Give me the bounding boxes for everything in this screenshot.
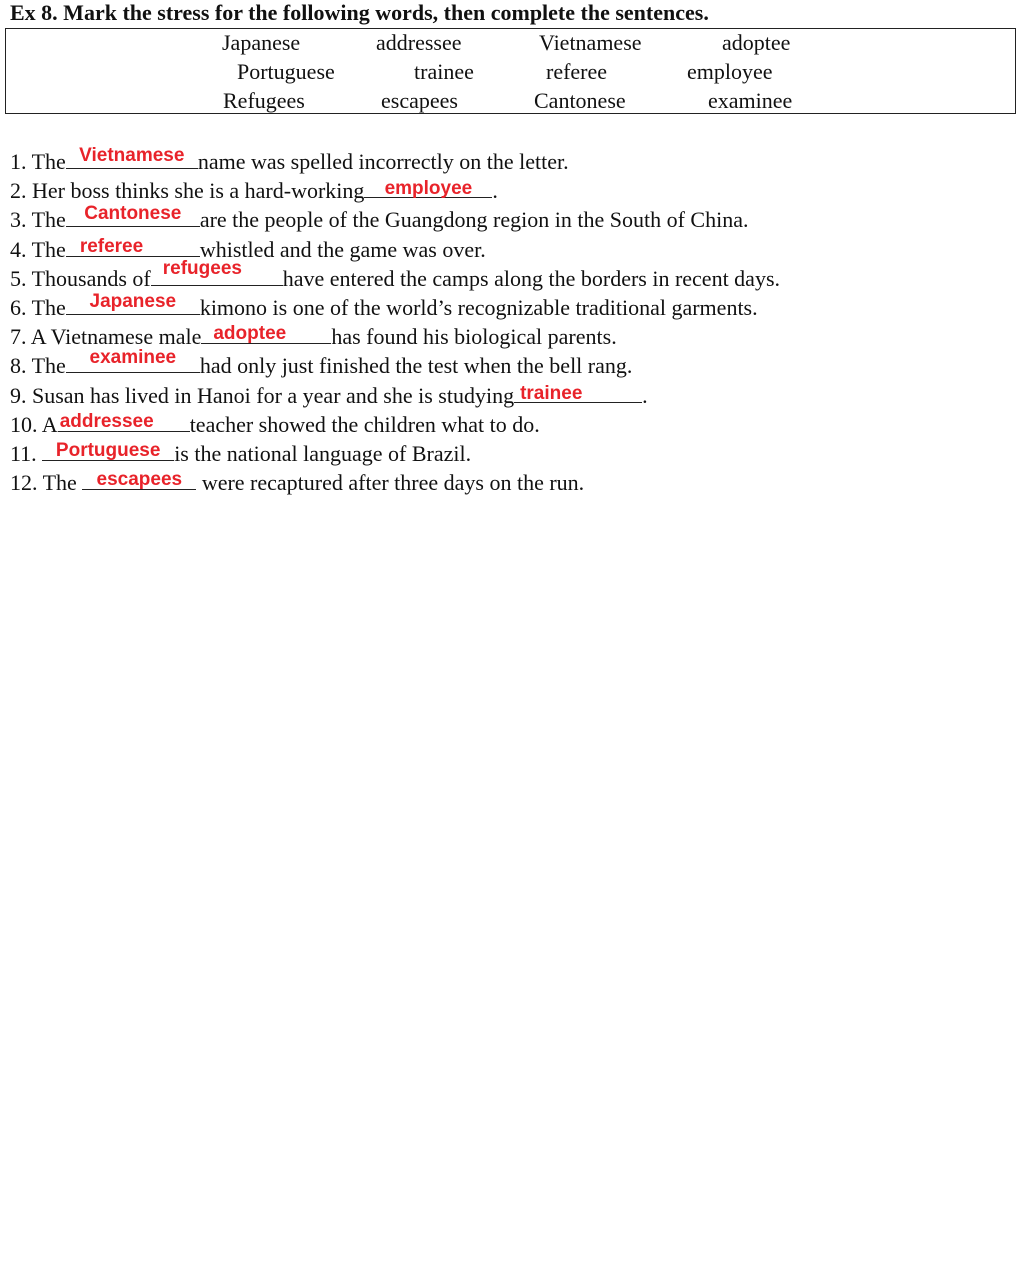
answer-blank[interactable] [66,292,200,315]
word-cantonese: Cantonese [534,88,626,113]
sentence-after: name was spelled incorrectly on the letter. [197,149,569,174]
answer-blank[interactable] [42,438,174,461]
answer-text: referee [79,235,144,257]
answer-text: Vietnamese [79,145,185,166]
sentence-before: Her boss thinks she is a hard-working [32,178,365,204]
answer-blank[interactable] [66,146,198,169]
word-referee: referee [546,59,608,84]
answer-blank[interactable] [66,234,200,257]
sentence-row [10,321,1010,350]
answer-blank[interactable] [66,204,200,227]
sentence-row [10,409,1010,438]
sentence-number: 10. [10,411,38,437]
answer-text: examinee [89,347,177,369]
sentence-row [10,347,1010,379]
answer-text: escapees [96,469,183,491]
answer-text: refugees [162,257,242,279]
sentence-before: The [31,353,66,379]
answer-blank[interactable] [201,321,331,344]
sentence-after: have entered the camps along the borders in recent days. [282,265,781,291]
sentence-number: 1. [10,149,27,174]
sentence-list [10,146,1010,496]
sentence-row [10,175,1010,204]
sentence-after: . [642,382,648,408]
word-escapees: escapees [381,88,458,113]
word-box [5,28,1016,114]
word-japanese: Japanese [222,30,301,55]
answer-text: Japanese [89,290,177,312]
answer-text: adoptee [213,323,287,345]
word-vietnamese: Vietnamese [539,30,642,55]
sentence-number: 7. [10,324,27,350]
sentence-number: 5. [10,265,27,291]
sentence-row [10,204,1010,233]
sentence-number: 11. [10,440,37,466]
sentence-before: Thousands of [31,265,151,291]
sentence-before: The [31,236,66,262]
sentence-before: The [42,470,77,496]
answer-blank[interactable] [82,467,196,490]
sentence-number: 2. [10,178,27,204]
sentence-row [10,438,1010,467]
sentence-before: Susan has lived in Hanoi for a year and she is studying [32,382,515,408]
sentence-before: A [41,411,58,437]
word-examinee: examinee [708,88,793,113]
sentence-row [10,257,1010,292]
word-employee: employee [687,59,773,84]
sentence-after: were recaptured after three days on the run. [201,470,585,496]
sentence-number: 6. [10,294,27,320]
sentence-after: is the national language of Brazil. [174,440,472,466]
sentence-after: kimono is one of the world’s recognizable traditional garments. [199,294,758,320]
answer-text: addressee [59,410,154,432]
sentence-after: had only just finished the test when the bell rang. [199,353,633,379]
word-addressee: addressee [376,30,462,55]
sentence-before: The [31,149,66,174]
exercise-title: Ex 8. Mark the stress for the following words, then complete the sentences. [10,0,709,25]
word-trainee: trainee [414,59,474,84]
answer-text: employee [384,178,473,200]
word-refugees: Refugees [223,88,305,113]
sentence-after: whistled and the game was over. [199,236,486,262]
sentence-before: A Vietnamese male [30,324,202,350]
sentence-number: 4. [10,236,27,262]
sentence-after: teacher showed the children what to do. [189,411,540,437]
answer-blank[interactable] [514,380,642,403]
sentence-number: 9. [10,382,27,408]
answer-blank[interactable] [151,257,283,286]
word-adoptee: adoptee [722,30,791,55]
sentence-number: 3. [10,207,27,233]
word-portuguese: Portuguese [237,59,335,84]
answer-text: Portuguese [55,439,161,461]
sentence-row [10,292,1010,321]
sentence-row [10,467,1010,496]
sentence-row [10,146,1010,175]
answer-text: trainee [520,382,583,404]
sentence-row [10,380,1010,409]
sentence-number: 12. [10,470,38,496]
sentence-after: are the people of the Guangdong region in the South of China. [199,207,749,233]
sentence-after: . [492,178,498,204]
answer-blank[interactable] [364,175,492,198]
sentence-before: The [31,207,66,233]
answer-blank[interactable] [58,409,190,432]
sentence-after: has found his biological parents. [331,324,617,350]
answer-blank[interactable] [66,347,200,373]
sentence-before: The [31,294,66,320]
sentence-number: 8. [10,353,27,379]
answer-text: Cantonese [84,203,182,225]
